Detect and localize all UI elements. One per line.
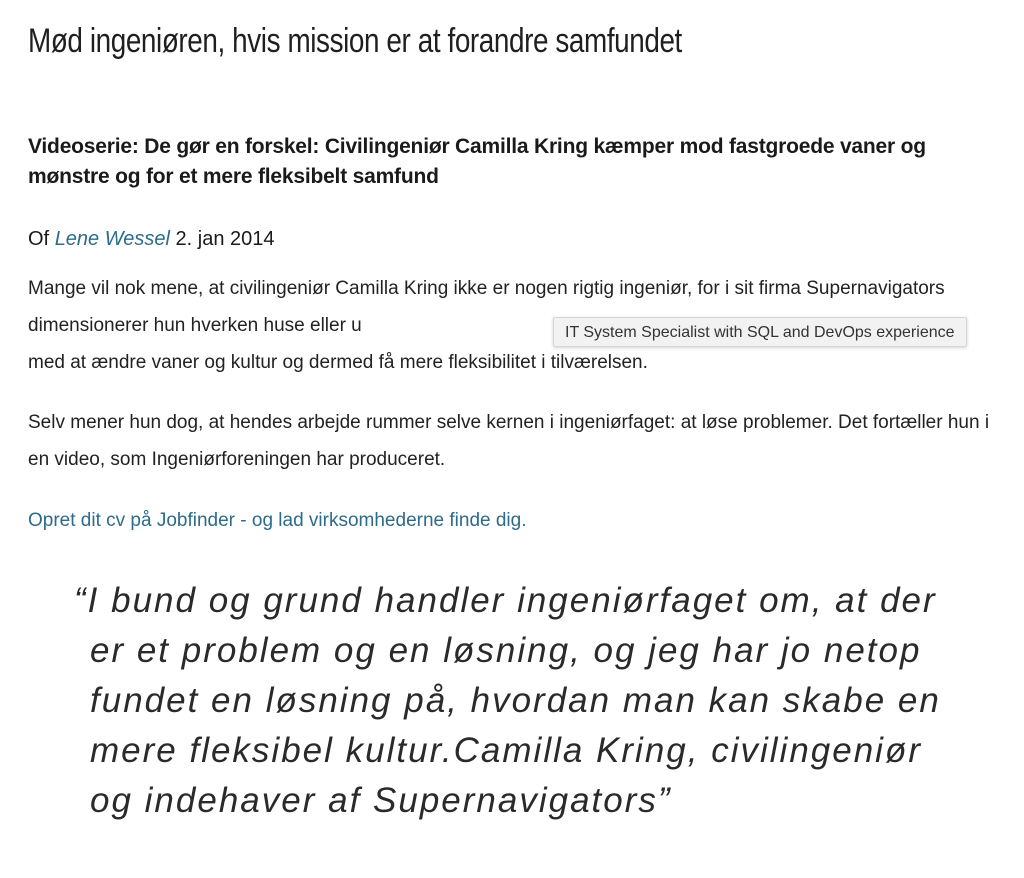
article-subheadline: Videoserie: De gør en forskel: Civilingeniør Camilla Kring kæmper mod fastgroede vaner og mønstre og for et mere fleksibelt samfund xyxy=(28,135,926,188)
pull-quote xyxy=(74,576,954,826)
byline xyxy=(28,226,275,252)
publish-date: 2. jan 2014 xyxy=(175,228,275,250)
paragraph-line-2: med at ændre vaner og kultur og dermed få mere fleksibilitet i tilværelsen. xyxy=(28,352,648,373)
hover-tooltip: IT System Specialist with SQL and DevOps experience xyxy=(553,317,967,347)
author-link[interactable]: Lene Wessel xyxy=(54,228,170,250)
paragraph-line-1: Mange vil nok mene, at civilingeniør Camilla Kring ikke er nogen rigtig ingeniør, for i sit firma Supernavigators dimensionerer hun hverken huse eller u xyxy=(28,278,945,336)
pull-quote-text: “I bund og grund handler ingeniørfaget om, at der er et problem og en løsning, og jeg har jo netop fundet en løsning på, hvordan man kan skabe en mere fleksibel kultur.Camilla Kring, civilingeniør og indehaver af Supernavigators” xyxy=(74,581,941,820)
article-headline: Mød ingeniøren, hvis mission er at forandre samfundet xyxy=(28,22,682,60)
article-paragraph: Selv mener hun dog, at hendes arbejde rummer selve kernen i ingeniørfaget: at løse problemer. Det fortæller hun i en video, som Ingeniørforeningen har produceret. xyxy=(28,412,990,470)
jobfinder-cv-link[interactable]: Opret dit cv på Jobfinder - og lad virksomhederne finde dig. xyxy=(28,510,527,531)
byline-prefix: Of xyxy=(28,228,50,250)
